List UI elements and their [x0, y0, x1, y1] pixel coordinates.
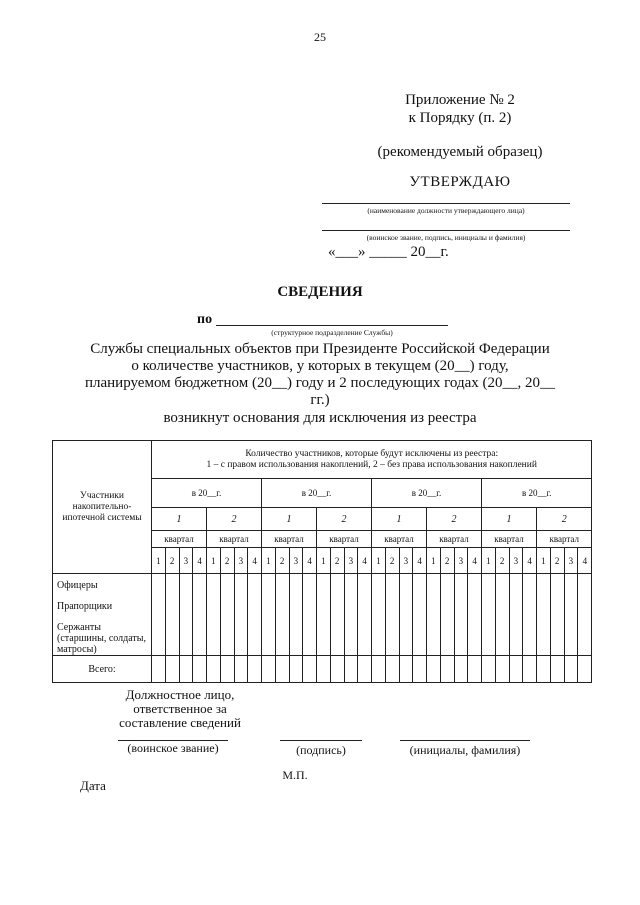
type-2-header: 2	[317, 508, 372, 531]
data-cell	[385, 574, 399, 656]
count-header-line-1: Количество участников, которые будут исключены из реестра:	[245, 448, 499, 459]
data-cell	[413, 574, 427, 656]
quarter-number: 3	[289, 548, 303, 574]
total-cell	[358, 656, 372, 683]
approver-signature-line	[322, 230, 570, 231]
quarter-number: 4	[193, 548, 207, 574]
total-cell	[550, 656, 564, 683]
quarter-number: 1	[317, 548, 331, 574]
name-line	[400, 740, 530, 741]
total-cell	[179, 656, 193, 683]
quarter-number: 3	[344, 548, 358, 574]
data-cell	[399, 574, 413, 656]
unit-line	[216, 325, 448, 326]
quarter-number: 4	[358, 548, 372, 574]
data-cell	[482, 574, 496, 656]
sign-line	[280, 740, 362, 741]
data-cell	[495, 574, 509, 656]
total-cell	[523, 656, 537, 683]
total-cell	[468, 656, 482, 683]
type-1-header: 1	[262, 508, 317, 531]
total-cell	[344, 656, 358, 683]
data-cell	[358, 574, 372, 656]
unit-hint: (структурное подразделение Службы)	[271, 328, 393, 337]
data-cell	[468, 574, 482, 656]
category-cell	[53, 574, 152, 656]
appendix-title: Приложение № 2	[405, 92, 515, 108]
data-cell	[248, 574, 262, 656]
total-cell	[399, 656, 413, 683]
quarter-number: 1	[262, 548, 276, 574]
quarter-number: 1	[482, 548, 496, 574]
quarter-number: 2	[385, 548, 399, 574]
total-cell	[152, 656, 166, 683]
total-cell	[413, 656, 427, 683]
total-cell	[454, 656, 468, 683]
data-cell	[427, 574, 441, 656]
participants-header: Участники накопительно-ипотечной системы	[53, 441, 152, 574]
data-cell	[564, 574, 578, 656]
heading-line-1: Службы специальных объектов при Президенте Российской Федерации	[90, 341, 550, 357]
type-2-header: 2	[207, 508, 262, 531]
data-cell	[179, 574, 193, 656]
heading-line-3: планируемом бюджетном (20__) году и 2 последующих годах (20__, 20__	[84, 375, 556, 391]
total-cell	[207, 656, 221, 683]
quarter-number: 4	[578, 548, 592, 574]
data-cell	[344, 574, 358, 656]
participants-table	[52, 440, 592, 683]
data-cell	[578, 574, 592, 656]
year-header: в 20__г.	[372, 479, 482, 508]
quarter-number: 4	[468, 548, 482, 574]
data-cell	[152, 574, 166, 656]
quarter-number: 4	[248, 548, 262, 574]
heading-line-5: возникнут основания для исключения из реестра	[163, 410, 477, 426]
total-cell	[427, 656, 441, 683]
row-label-sergeants: Сержанты (старшины, солдаты, матросы)	[57, 622, 146, 655]
total-cell	[385, 656, 399, 683]
total-cell	[248, 656, 262, 683]
quarter-number: 2	[440, 548, 454, 574]
quarter-number: 1	[152, 548, 166, 574]
quarter-number: 2	[165, 548, 179, 574]
heading-line-4: гг.)	[310, 392, 330, 408]
po-label: по	[197, 312, 213, 327]
approve-label: УТВЕРЖДАЮ	[409, 174, 511, 190]
quarter-number: 2	[220, 548, 234, 574]
quarter-number: 3	[454, 548, 468, 574]
heading-line-2: о количестве участников, у которых в текущем (20__) году,	[131, 358, 509, 374]
total-cell	[440, 656, 454, 683]
quarter-number: 4	[523, 548, 537, 574]
quarter-number: 3	[564, 548, 578, 574]
rank-hint: (воинское звание)	[127, 741, 219, 755]
quarter-number: 4	[413, 548, 427, 574]
page-number: 25	[314, 30, 326, 44]
data-cell	[440, 574, 454, 656]
total-cell	[193, 656, 207, 683]
total-cell	[330, 656, 344, 683]
year-header: в 20__г.	[152, 479, 262, 508]
total-cell	[165, 656, 179, 683]
approver-rank-hint: (воинское звание, подпись, инициалы и фамилия)	[366, 233, 526, 242]
quarter-header: квартал	[372, 531, 427, 548]
quarter-number: 1	[537, 548, 551, 574]
data-cell	[262, 574, 276, 656]
data-cell	[165, 574, 179, 656]
total-cell	[317, 656, 331, 683]
type-1-header: 1	[152, 508, 207, 531]
quarter-header: квартал	[537, 531, 592, 548]
data-cell	[220, 574, 234, 656]
quarter-number: 3	[179, 548, 193, 574]
quarter-number: 1	[372, 548, 386, 574]
quarter-number: 1	[207, 548, 221, 574]
sample-note: (рекомендуемый образец)	[377, 144, 543, 160]
data-cell	[509, 574, 523, 656]
approver-position-hint: (наименование должности утверждающего лица)	[367, 206, 525, 215]
data-cell	[289, 574, 303, 656]
appendix-reference: к Порядку (п. 2)	[408, 110, 512, 126]
data-cell	[303, 574, 317, 656]
total-cell	[275, 656, 289, 683]
data-cell	[207, 574, 221, 656]
approver-position-line	[322, 203, 570, 204]
total-cell	[262, 656, 276, 683]
quarter-number: 3	[399, 548, 413, 574]
quarter-header: квартал	[207, 531, 262, 548]
quarter-header: квартал	[427, 531, 482, 548]
total-cell	[509, 656, 523, 683]
quarter-number: 1	[427, 548, 441, 574]
data-cell	[275, 574, 289, 656]
data-cell	[330, 574, 344, 656]
stamp-label: М.П.	[282, 768, 308, 782]
type-2-header: 2	[537, 508, 592, 531]
row-label-officers: Офицеры	[57, 580, 98, 591]
name-hint: (инициалы, фамилия)	[409, 743, 521, 757]
data-cell	[550, 574, 564, 656]
quarter-header: квартал	[482, 531, 537, 548]
type-2-header: 2	[427, 508, 482, 531]
type-1-header: 1	[482, 508, 537, 531]
data-cell	[372, 574, 386, 656]
data-cell	[454, 574, 468, 656]
quarter-number: 2	[495, 548, 509, 574]
total-cell	[578, 656, 592, 683]
total-cell	[289, 656, 303, 683]
quarter-number: 2	[330, 548, 344, 574]
total-cell	[495, 656, 509, 683]
row-label-warrant-officers: Прапорщики	[57, 601, 113, 612]
data-cell	[523, 574, 537, 656]
quarter-number: 4	[303, 548, 317, 574]
year-header: в 20__г.	[262, 479, 372, 508]
quarter-header: квартал	[152, 531, 207, 548]
data-cell	[537, 574, 551, 656]
total-cell	[564, 656, 578, 683]
total-cell	[372, 656, 386, 683]
year-header: в 20__г.	[482, 479, 592, 508]
document-title: СВЕДЕНИЯ	[277, 284, 363, 300]
quarter-header: квартал	[317, 531, 372, 548]
total-cell	[303, 656, 317, 683]
sign-hint: (подпись)	[296, 743, 346, 757]
row-label-total: Всего:	[53, 656, 152, 683]
total-cell	[537, 656, 551, 683]
quarter-header: квартал	[262, 531, 317, 548]
total-cell	[234, 656, 248, 683]
quarter-number: 2	[275, 548, 289, 574]
data-cell	[317, 574, 331, 656]
data-cell	[193, 574, 207, 656]
count-header-line-2: 1 – с правом использования накоплений, 2 – без права использования накоплений	[206, 459, 537, 470]
date-label: Дата	[80, 778, 106, 793]
quarter-number: 2	[550, 548, 564, 574]
quarter-number: 3	[234, 548, 248, 574]
data-cell	[234, 574, 248, 656]
total-cell	[482, 656, 496, 683]
count-header	[152, 441, 592, 479]
official-label: Должностное лицо, ответственное за составление сведений	[119, 687, 241, 730]
quarter-number: 3	[509, 548, 523, 574]
total-cell	[220, 656, 234, 683]
type-1-header: 1	[372, 508, 427, 531]
approval-date: «___» _____ 20__г.	[328, 244, 449, 260]
